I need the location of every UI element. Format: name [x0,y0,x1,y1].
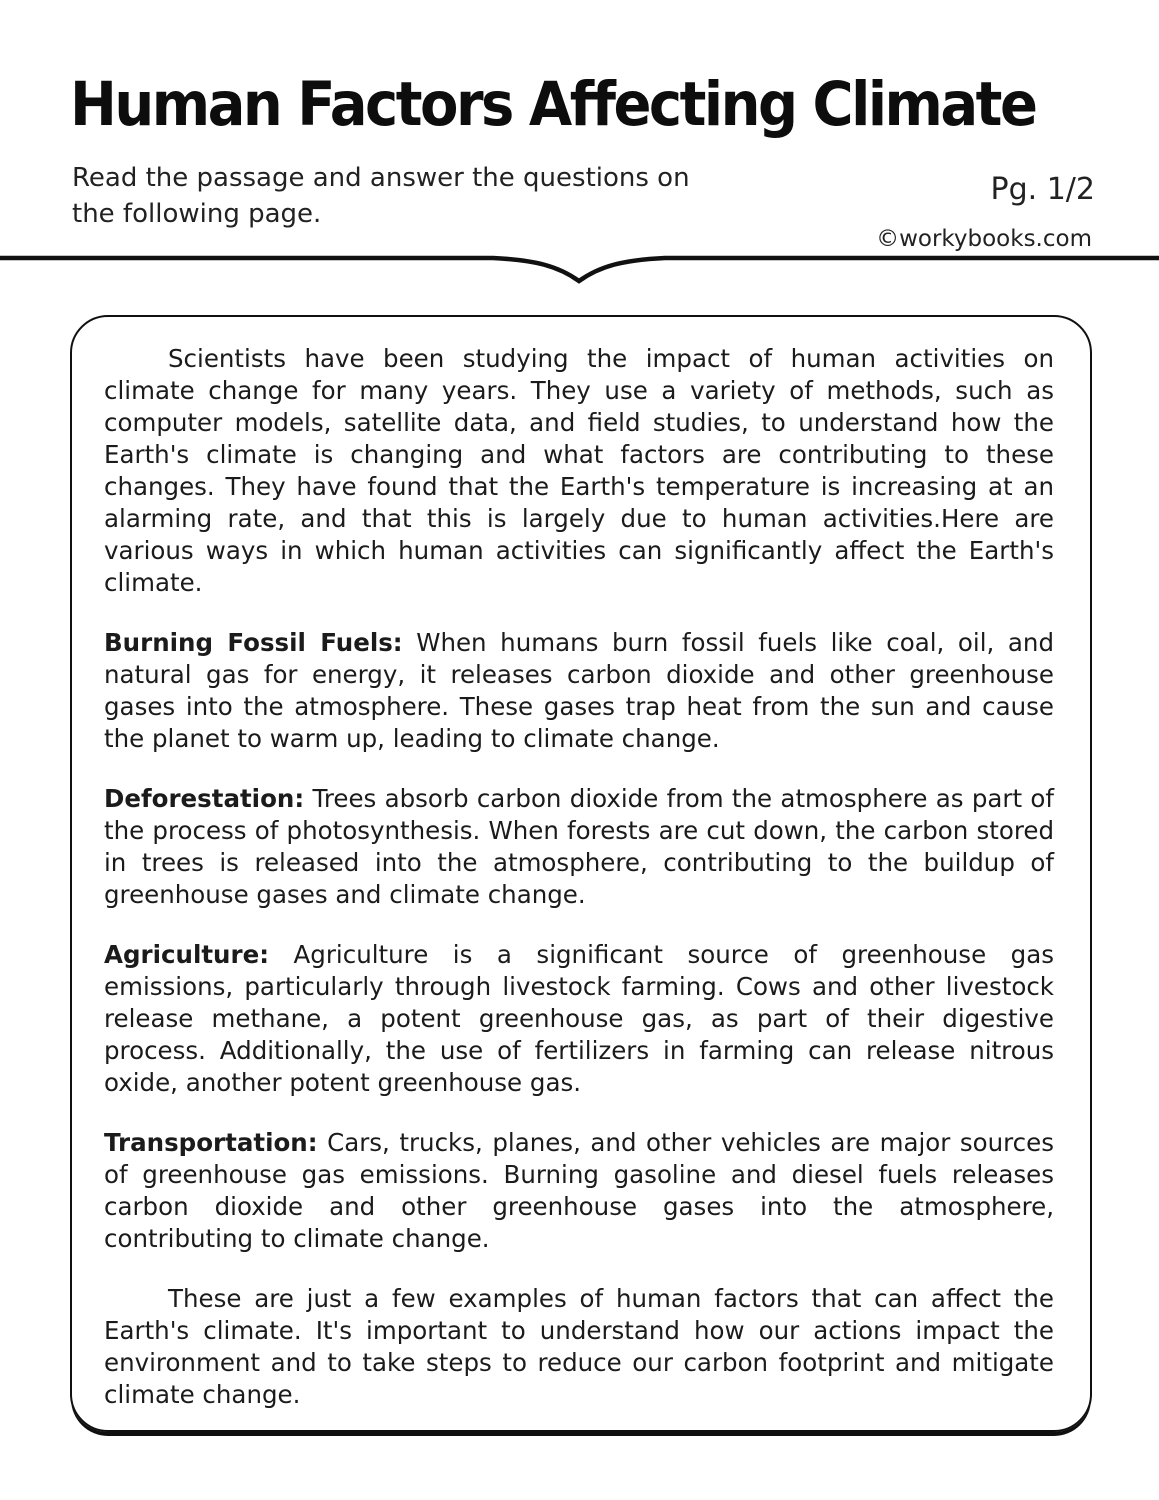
passage-section-deforestation [104,783,1054,911]
passage-intro-paragraph: Scientists have been studying the impact of human activities on climate change for many years. They use a variety of methods, such as computer models, satellite data, and field studies, to understand how the Earth's climate is changing and what factors are contributing to these changes. They have found that the Earth's temperature is increasing at an alarming rate, and that this is largely due to human activities.Here are various ways in which human activities can significantly affect the Earth's climate. [104,344,1054,597]
section-heading-agriculture: Agriculture: [104,940,269,969]
page-title: Human Factors Affecting Climate [70,69,1036,141]
section-text-agriculture: Agriculture is a significant source of greenhouse gas emissions, particularly through livestock farming. Cows and other livestock release methane, a potent greenhouse gas, as part of their digestive process. Additionally, the use of fertilizers in farming can release nitrous oxide, another potent greenhouse gas. [104,940,1054,1097]
passage-section-transportation [104,1127,1054,1255]
passage-box [70,315,1092,1432]
passage-section-burning-fossil-fuels [104,627,1054,755]
section-text-burning-fossil-fuels: When humans burn fossil fuels like coal, oil, and natural gas for energy, it releases carbon dioxide and other greenhouse gases into the atmosphere. These gases trap heat from the sun and cause the planet to warm up, leading to climate change. [104,628,1054,753]
passage-section-agriculture [104,939,1054,1099]
section-text-deforestation: Trees absorb carbon dioxide from the atmosphere as part of the process of photosynthesis. When forests are cut down, the carbon stored in trees is released into the atmosphere, contributing to the buildup of greenhouse gases and climate change. [104,784,1054,909]
page-indicator: Pg. 1/2 [990,172,1095,207]
copyright-text: ©workybooks.com [876,226,1092,252]
instructions-text: Read the passage and answer the questions on the following page. [72,163,690,229]
passage-conclusion-paragraph: These are just a few examples of human factors that can affect the Earth's climate. It's important to understand how our actions impact the environment and to take steps to reduce our carbon footprint and mitigate climate change. [104,1284,1054,1409]
section-text-transportation: Cars, trucks, planes, and other vehicles are major sources of greenhouse gas emissions. Burning gasoline and diesel fuels releases carbon dioxide and other greenhouse gases into the atmosphere, contributing to climate change. [104,1128,1054,1253]
section-heading-transportation: Transportation: [104,1128,318,1157]
section-heading-burning-fossil-fuels: Burning Fossil Fuels: [104,628,403,657]
section-heading-deforestation: Deforestation: [104,784,305,813]
chevron-down-icon [0,258,1159,281]
chevron-down-divider [0,250,1159,294]
